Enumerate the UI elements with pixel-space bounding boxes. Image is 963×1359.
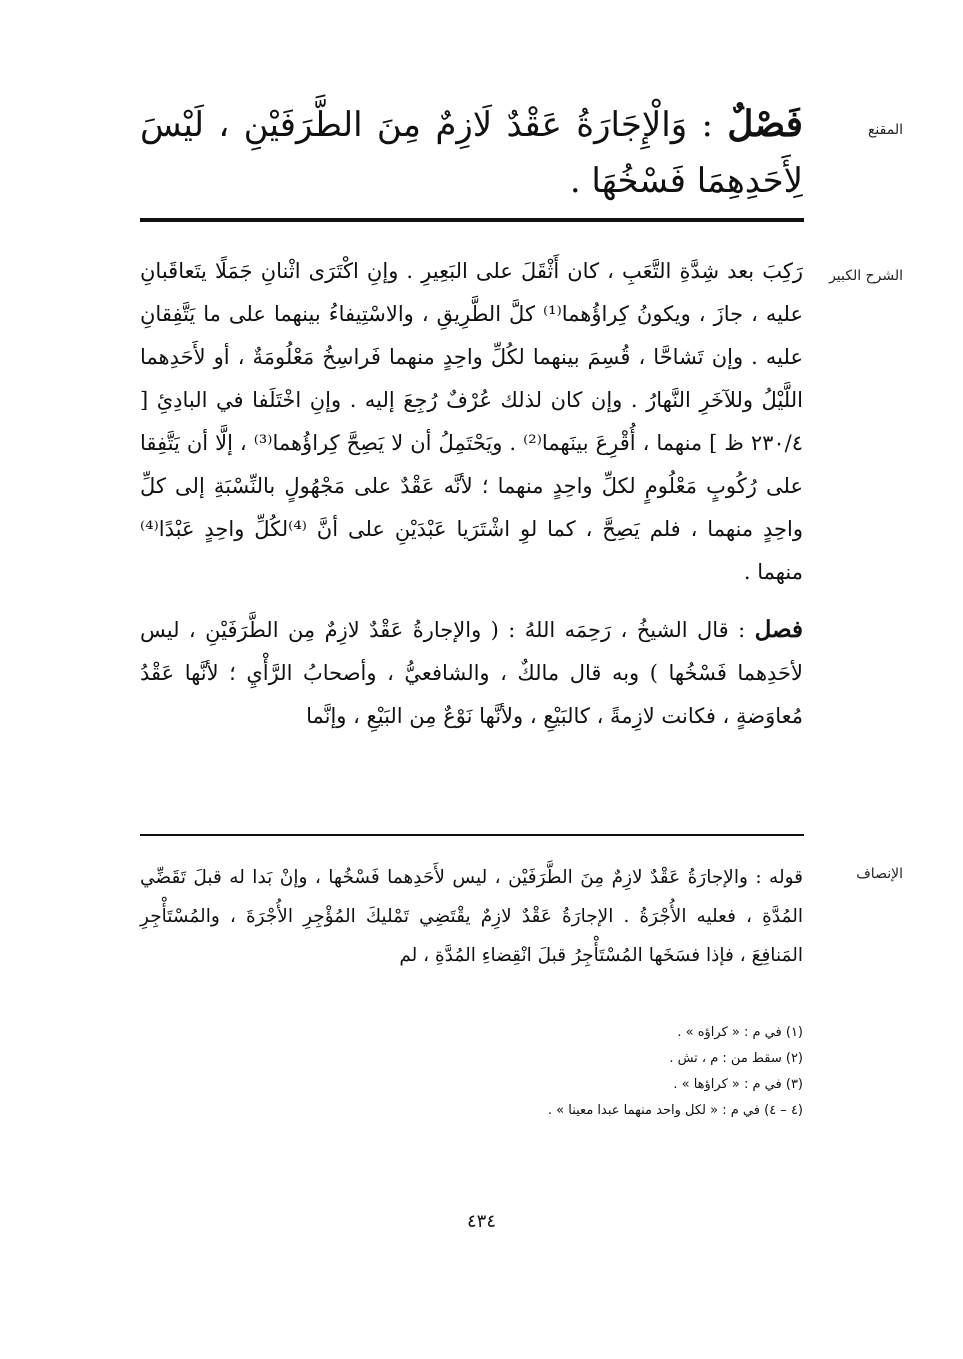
- footnote-4: (٤ – ٤) في م : « لكل واحد منهما عبدا معينا » .: [547, 1103, 803, 1118]
- section-label-muqni: المقنع: [867, 122, 903, 138]
- section-label-sharh: الشرح الكبير: [829, 268, 903, 284]
- sharh-paragraph-1: رَكِبَ بعد شِدَّةِ التَّعَبِ ، كان أَثْقَلَ على البَعِيرِ . وإنِ اكْتَرَى اثْنانِ جَمَلًا يتَعاقَبانِ عليه ، جازَ ، ويكونُ كِراؤُهما⁽¹⁾ كلَّ الطَّرِيقِ ، والاسْتِيفاءُ بينهما على ما يَتَّفِقانِ عليه . وإن تَشاحَّا ، قُسِمَ بينهما لكُلِّ واحِدٍ منهما فَراسِخُ مَعْلُومَةٌ ، أو لأَحَدِهما اللَّيْلُ وللآخَرِ النَّهارُ . وإن كان لذلك عُرْفٌ رُجِعَ إليه . وإنِ اخْتَلَفا في البادِئِ [ ٢٣٠/٤ ظ ] منهما ، أُقْرِعَ بينَهما⁽²⁾ . ويَحْتَمِلُ أن لا يَصِحَّ كِراؤُهما⁽³⁾ ، إلَّا أن يَتَّفِقا على رُكُوبٍ مَعْلُومٍ لكلِّ واحِدٍ منهما ؛ لأنَّه عَقْدٌ على مَجْهُولٍ بالنِّسْبَةِ إلى كلِّ واحِدٍ منهما ، فلم يَصِحَّ ، كما لوِ اشْتَرَيا عَبْدَيْنِ على أنَّ ⁽⁴⁾لكُلِّ واحِدٍ عَبْدًا⁽⁴⁾ منهما .: [140, 259, 804, 584]
- muqni-divider: [140, 218, 804, 222]
- page-number: ٤٣٤: [466, 1211, 496, 1232]
- muqni-heading: فَصْلٌ: [727, 103, 803, 145]
- insaf-text: قوله : والإجارَةُ عَقْدٌ لازِمٌ مِنَ الطَّرَفَيْن ، ليس لأَحَدِهما فَسْخُها ، وإنْ بَدا له قبلَ تَقَضِّي المُدَّةِ ، فعليه الأُجْرَةُ . الإجارَةُ عَقْدٌ لازِمٌ يقْتَضِي تَمْليكَ المُؤْجِرِ الأُجْرَةَ ، والمُسْتَأْجِرِ المَنافِعَ ، فإذا فسَخَها المُسْتَأْجِرُ قبلَ انْقِضاءِ المُدَّةِ ، لم: [140, 867, 803, 966]
- sharh-paragraph-2: [140, 608, 803, 738]
- footnote-2: (٢) سقط من : م ، تش .: [669, 1051, 803, 1066]
- fasl-heading: فصل: [754, 616, 803, 643]
- fasl-body: : قال الشيخُ ، رَحِمَه اللهُ : ( والإجارةُ عَقْدٌ لازِمٌ مِن الطَّرَفَيْنِ ، ليس لأحَدِهما فَسْخُها ) وبه قال مالكٌ ، والشافعيُّ ، وأصحابُ الرَّأْيِ ؛ لأنَّها عَقْدُ مُعاوَضةٍ ، فكانت لازِمةً ، كالبَيْعِ ، ولأنَّها نَوْعٌ مِن البَيْعِ ، وإنَّما: [140, 618, 803, 728]
- sharh-text: [140, 250, 803, 738]
- footnote-3: (٣) في م : « كراؤها » .: [673, 1077, 803, 1092]
- muqni-body: : وَالْإِجَارَةُ عَقْدٌ لَازِمٌ مِنَ الطَّرَفَيْنِ ، لَيْسَ لِأَحَدِهِمَا فَسْخُهَا .: [140, 105, 803, 201]
- section-label-insaf: الإنصاف: [856, 866, 903, 882]
- footnotes: [140, 1020, 803, 1124]
- footnote-1: (١) في م : « كراؤه » .: [677, 1025, 803, 1040]
- muqni-text: [140, 96, 803, 209]
- sharh-divider: [140, 834, 804, 836]
